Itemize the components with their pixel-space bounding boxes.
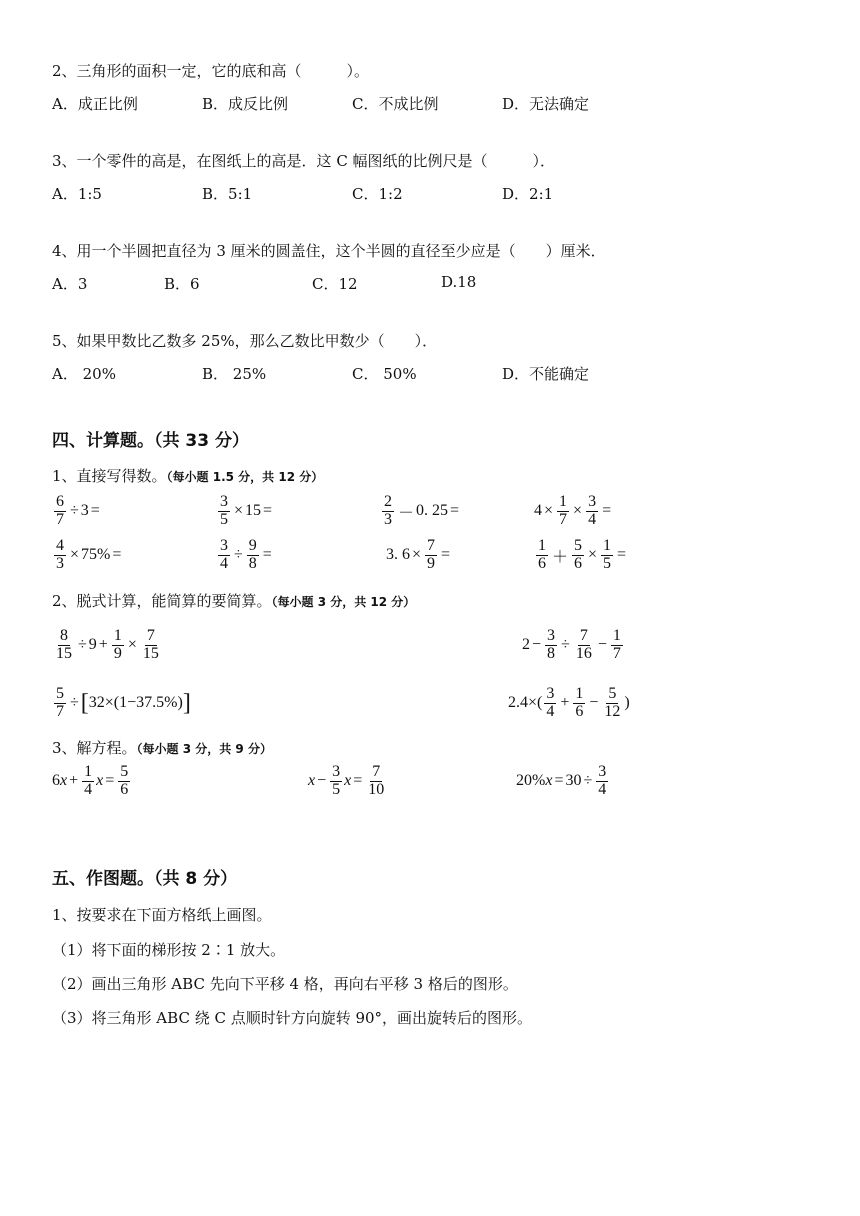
q3-option-b: B．5:1 bbox=[202, 185, 253, 203]
fraction: $\frac{3}{4}$ bbox=[588, 493, 597, 528]
step-calc-1: $\frac{8}{15}$ ÷ 9 + $\frac{1}{9}$ × $\frac{7}{15}$ bbox=[56, 627, 159, 662]
sub3-note: （每小题 3 分，共 9 分） bbox=[136, 742, 272, 756]
section-5-heading: 五、作图题。（共 8 分） bbox=[52, 869, 238, 889]
fraction: $\frac{5}{6}$ bbox=[120, 763, 129, 798]
fraction: $\frac{3}{4}$ bbox=[546, 685, 555, 720]
direct-calc-3: $\frac{2}{3}$ － 0. 25 = bbox=[384, 493, 460, 528]
fraction: $\frac{4}{3}$ bbox=[56, 537, 64, 572]
equation-3: 20% x = 30 ÷ $\frac{3}{4}$ bbox=[516, 763, 607, 798]
q3-option-d: D．2:1 bbox=[502, 185, 554, 203]
drawing-task-1: （1）将下面的梯形按 2∶1 放大。 bbox=[52, 941, 286, 959]
step-calc-4: 2.4×( $\frac{3}{4}$ + $\frac{1}{6}$ − $\frac{5}{12}$ ) bbox=[508, 685, 630, 720]
section-4-sub3 bbox=[52, 737, 272, 758]
q4-option-a: A．3 bbox=[52, 275, 88, 293]
direct-calc-8: $\frac{1}{6}$ ＋ $\frac{5}{6}$ × $\frac{1}{5}$ = bbox=[538, 537, 627, 572]
fraction: $\frac{7}{9}$ bbox=[427, 537, 436, 572]
drawing-task-2: （2）画出三角形 ABC 先向下平移 4 格，再向右平移 3 格后的图形。 bbox=[52, 975, 518, 993]
fraction: $\frac{8}{15}$ bbox=[56, 627, 72, 662]
fraction: $\frac{3}{5}$ bbox=[332, 763, 341, 798]
q2-option-b: B．成反比例 bbox=[202, 95, 289, 113]
direct-calc-5: $\frac{4}{3}$ × 75% = bbox=[56, 537, 122, 572]
equation-2: x − $\frac{3}{5}$ x = $\frac{7}{10}$ bbox=[308, 763, 385, 798]
fraction: $\frac{1}{5}$ bbox=[603, 537, 612, 572]
fraction: $\frac{1}{6}$ bbox=[538, 537, 546, 572]
q5-option-a: A． 20% bbox=[52, 365, 116, 383]
fraction: $\frac{2}{3}$ bbox=[384, 493, 392, 528]
fraction: $\frac{1}{6}$ bbox=[575, 685, 584, 720]
fraction: $\frac{7}{16}$ bbox=[575, 627, 592, 662]
q2-option-d: D．无法确定 bbox=[502, 95, 590, 113]
q5-option-b: B． 25% bbox=[202, 365, 267, 383]
fraction: $\frac{3}{5}$ bbox=[220, 493, 228, 528]
fraction: $\frac{6}{7}$ bbox=[56, 493, 64, 528]
section-4-sub1 bbox=[52, 465, 323, 486]
direct-calc-2: $\frac{3}{5}$ × 15 = bbox=[220, 493, 273, 528]
direct-calc-7: 3. 6 × $\frac{7}{9}$ = bbox=[386, 537, 451, 572]
section-4-sub2 bbox=[52, 590, 415, 611]
sub2-note: （每小题 3 分，共 12 分） bbox=[271, 595, 416, 609]
fraction: $\frac{3}{8}$ bbox=[547, 627, 556, 662]
sub3-title: 3、解方程。 bbox=[52, 739, 137, 757]
fraction: $\frac{3}{4}$ bbox=[598, 763, 607, 798]
drawing-task-3: （3）将三角形 ABC 绕 C 点顺时针方向旋转 90°，画出旋转后的图形。 bbox=[52, 1009, 533, 1027]
fraction: $\frac{5}{7}$ bbox=[56, 685, 64, 720]
step-calc-3: $\frac{5}{7}$ ÷ [ 32×(1−37.5%) ] bbox=[56, 685, 191, 720]
q2-option-a: A．成正比例 bbox=[52, 95, 138, 113]
direct-calc-4: 4 × $\frac{1}{7}$ × $\frac{3}{4}$ = bbox=[534, 493, 612, 528]
fraction: $\frac{9}{8}$ bbox=[248, 537, 257, 572]
question-4-text: 4、用一个半圆把直径为 3 厘米的圆盖住，这个半圆的直径至少应是（ ）厘米． bbox=[52, 242, 606, 260]
fraction: $\frac{3}{4}$ bbox=[220, 537, 228, 572]
fraction: $\frac{1}{7}$ bbox=[559, 493, 568, 528]
question-2-text: 2、三角形的面积一定，它的底和高（ ）。 bbox=[52, 62, 370, 80]
q4-option-d: D.18 bbox=[441, 273, 477, 291]
q4-option-b: B．6 bbox=[164, 275, 200, 293]
step-calc-2: 2 − $\frac{3}{8}$ ÷ $\frac{7}{16}$ − $\frac{1}{7}$ bbox=[522, 627, 621, 662]
q3-option-c: C．1:2 bbox=[352, 185, 403, 203]
question-3-text: 3、一个零件的高是，在图纸上的高是．这 C 幅图纸的比例尺是（ ）． bbox=[52, 152, 556, 170]
sub1-title: 1、直接写得数。 bbox=[52, 467, 167, 485]
q5-option-c: C． 50% bbox=[352, 365, 417, 383]
section-5-sub1: 1、按要求在下面方格纸上画图。 bbox=[52, 906, 272, 924]
q4-option-c: C．12 bbox=[312, 275, 358, 293]
fraction: $\frac{5}{12}$ bbox=[604, 685, 621, 720]
section-4-heading: 四、计算题。（共 33 分） bbox=[52, 431, 249, 451]
equation-1: 6 x + $\frac{1}{4}$ x = $\frac{5}{6}$ bbox=[52, 763, 129, 798]
direct-calc-6: $\frac{3}{4}$ ÷ $\frac{9}{8}$ = bbox=[220, 537, 272, 572]
fraction: $\frac{1}{7}$ bbox=[612, 627, 621, 662]
q3-option-a: A．1:5 bbox=[52, 185, 102, 203]
question-5-text: 5、如果甲数比乙数多 25%，那么乙数比甲数少（ ）． bbox=[52, 332, 438, 350]
fraction: $\frac{7}{15}$ bbox=[142, 627, 159, 662]
fraction: $\frac{1}{4}$ bbox=[84, 763, 93, 798]
direct-calc-1: $\frac{6}{7}$ ÷ 3 = bbox=[56, 493, 100, 528]
sub2-title: 2、脱式计算，能简算的要简算。 bbox=[52, 592, 272, 610]
q2-option-c: C．不成比例 bbox=[352, 95, 439, 113]
sub1-note: （每小题 1.5 分，共 12 分） bbox=[166, 470, 324, 484]
fraction: $\frac{7}{10}$ bbox=[368, 763, 385, 798]
q5-option-d: D．不能确定 bbox=[502, 365, 590, 383]
fraction: $\frac{5}{6}$ bbox=[574, 537, 583, 572]
fraction: $\frac{1}{9}$ bbox=[113, 627, 122, 662]
